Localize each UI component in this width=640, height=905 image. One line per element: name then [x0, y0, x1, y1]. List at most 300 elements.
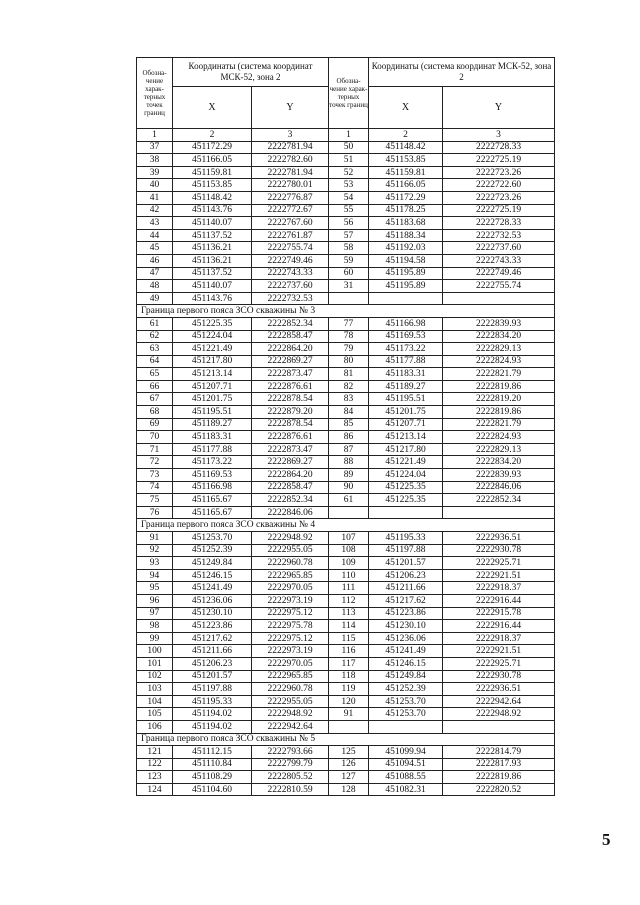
x-coord: 451221.49: [173, 343, 252, 356]
table-row: [137, 355, 555, 368]
x-coord: 451188.34: [369, 229, 443, 242]
y-coord: 2222728.33: [443, 141, 555, 154]
table-row: [137, 469, 555, 482]
x-coord: 451183.31: [369, 368, 443, 381]
col-num: 2: [369, 129, 443, 142]
coordinates-body: [137, 141, 555, 796]
y-coord: 2222864.20: [252, 469, 329, 482]
page-number: 5: [602, 830, 611, 849]
point-id: 113: [329, 607, 369, 620]
x-coord: 451177.88: [173, 443, 252, 456]
table-row: [137, 380, 555, 393]
x-coord: 451195.89: [369, 267, 443, 280]
coordinates-table: [136, 57, 555, 796]
y-coord: 2222925.71: [443, 657, 555, 670]
y-coord: 2222948.92: [252, 532, 329, 545]
point-id: 61: [137, 317, 173, 330]
point-id: 54: [329, 191, 369, 204]
point-id: 111: [329, 582, 369, 595]
y-coord: 2222839.93: [443, 469, 555, 482]
x-coord: [369, 506, 443, 519]
table-row: [137, 292, 555, 305]
x-coord: 451201.57: [173, 670, 252, 683]
table-row: [137, 443, 555, 456]
y-coord: 2222921.51: [443, 569, 555, 582]
x-coord: 451192.03: [369, 242, 443, 255]
y-coord: 2222936.51: [443, 532, 555, 545]
point-id: 122: [137, 758, 173, 771]
point-id: 85: [329, 418, 369, 431]
point-id: 77: [329, 317, 369, 330]
point-id: 57: [329, 229, 369, 242]
point-id: 125: [329, 746, 369, 759]
point-id: 52: [329, 166, 369, 179]
point-id: 61: [329, 494, 369, 507]
x-coord: 451169.53: [369, 330, 443, 343]
table-row: [137, 280, 555, 293]
table-row: [137, 695, 555, 708]
point-id: 91: [137, 532, 173, 545]
y-coord: 2222973.19: [252, 645, 329, 658]
x-coord: 451211.66: [173, 645, 252, 658]
x-coord: 451197.88: [173, 683, 252, 696]
y-coord: 2222955.05: [252, 695, 329, 708]
point-id: [329, 292, 369, 305]
x-coord: 451241.49: [173, 582, 252, 595]
table-row: [137, 569, 555, 582]
table-row: [137, 582, 555, 595]
y-coord: 2222799.79: [252, 758, 329, 771]
table-row: [137, 607, 555, 620]
y-coord: 2222782.60: [252, 154, 329, 167]
x-coord: 451217.80: [173, 355, 252, 368]
table-row: [137, 179, 555, 192]
point-id: 71: [137, 443, 173, 456]
section-header-row: [137, 305, 555, 318]
y-coord: 2222973.19: [252, 594, 329, 607]
table-row: [137, 746, 555, 759]
section-header-row: [137, 519, 555, 532]
point-id: [329, 720, 369, 733]
point-id: 78: [329, 330, 369, 343]
point-id: 91: [329, 708, 369, 721]
table-row: [137, 532, 555, 545]
y-coord: 2222737.60: [252, 280, 329, 293]
point-id: 38: [137, 154, 173, 167]
x-coord: 451217.80: [369, 443, 443, 456]
point-id: 69: [137, 418, 173, 431]
x-coord: 451166.05: [369, 179, 443, 192]
point-id: 99: [137, 632, 173, 645]
table-row: [137, 783, 555, 796]
point-id: 119: [329, 683, 369, 696]
table-row: [137, 368, 555, 381]
y-coord: 2222776.87: [252, 191, 329, 204]
x-coord: 451201.75: [173, 393, 252, 406]
y-coord: 2222878.54: [252, 393, 329, 406]
point-id: 68: [137, 406, 173, 419]
section-header-row: [137, 733, 555, 746]
table-row: [137, 229, 555, 242]
table-row: [137, 456, 555, 469]
y-coord: 2222834.20: [443, 456, 555, 469]
y-coord: 2222918.37: [443, 632, 555, 645]
x-coord: 451143.76: [173, 292, 252, 305]
point-id: 55: [329, 204, 369, 217]
y-coord: 2222737.60: [443, 242, 555, 255]
x-coord: 451213.14: [369, 431, 443, 444]
x-coord: 451201.57: [369, 557, 443, 570]
point-id: 46: [137, 254, 173, 267]
y-coord: 2222723.26: [443, 191, 555, 204]
col-num: 3: [443, 129, 555, 142]
point-id: 53: [329, 179, 369, 192]
point-id: 87: [329, 443, 369, 456]
section-title: Граница первого пояса ЗСО скважины № 5: [137, 733, 555, 746]
point-id: 84: [329, 406, 369, 419]
x-coord: 451221.49: [369, 456, 443, 469]
x-coord: 451225.35: [369, 494, 443, 507]
y-coord: 2222819.86: [443, 406, 555, 419]
y-coord: 2222821.79: [443, 418, 555, 431]
point-id: 128: [329, 783, 369, 796]
point-id: 104: [137, 695, 173, 708]
x-coord: 451172.29: [173, 141, 252, 154]
x-coord: 451246.15: [173, 569, 252, 582]
x-coord: 451183.31: [173, 431, 252, 444]
x-coord: 451253.70: [369, 695, 443, 708]
table-row: [137, 217, 555, 230]
point-id: 83: [329, 393, 369, 406]
x-coord: 451194.58: [369, 254, 443, 267]
point-id: 110: [329, 569, 369, 582]
y-coord: 2222793.66: [252, 746, 329, 759]
x-coord: 451195.89: [369, 280, 443, 293]
point-id: 73: [137, 469, 173, 482]
x-coord: 451224.04: [173, 330, 252, 343]
x-coord: 451197.88: [369, 544, 443, 557]
point-id: 121: [137, 746, 173, 759]
table-row: [137, 204, 555, 217]
y-coord: 2222728.33: [443, 217, 555, 230]
point-id: 63: [137, 343, 173, 356]
y-coord: 2222948.92: [443, 708, 555, 721]
point-id: 39: [137, 166, 173, 179]
point-id: 112: [329, 594, 369, 607]
y-coord: 2222965.85: [252, 670, 329, 683]
y-coord: 2222824.93: [443, 431, 555, 444]
table-row: [137, 506, 555, 519]
table-row: [137, 645, 555, 658]
point-id: 40: [137, 179, 173, 192]
x-coord: 451207.71: [173, 380, 252, 393]
table-row: [137, 557, 555, 570]
x-coord: 451189.27: [369, 380, 443, 393]
y-coord: 2222732.53: [443, 229, 555, 242]
point-id: [329, 506, 369, 519]
y-coord: 2222820.52: [443, 783, 555, 796]
y-coord: 2222732.53: [252, 292, 329, 305]
x-coord: 451143.76: [173, 204, 252, 217]
point-id: 66: [137, 380, 173, 393]
point-id: 115: [329, 632, 369, 645]
x-coord: 451169.53: [173, 469, 252, 482]
y-coord: 2222942.64: [443, 695, 555, 708]
point-id: 81: [329, 368, 369, 381]
y-coord: 2222780.01: [252, 179, 329, 192]
table-row: [137, 393, 555, 406]
point-id: 47: [137, 267, 173, 280]
point-label-header-2: Обозна-чение харак-терных точек границ: [329, 58, 369, 129]
x-coord: 451104.60: [173, 783, 252, 796]
point-id: 117: [329, 657, 369, 670]
coord-system-header: Координаты (система координат МСК-52, зона 2: [173, 58, 329, 87]
y-coord: 2222876.61: [252, 431, 329, 444]
x-coord: 451140.07: [173, 217, 252, 230]
point-id: 75: [137, 494, 173, 507]
y-coord: 2222852.34: [252, 494, 329, 507]
x-coord: 451136.21: [173, 254, 252, 267]
x-coord: 451225.35: [173, 317, 252, 330]
y-header-2: Y: [443, 87, 555, 129]
coord-system-header-2: Координаты (система координат МСК-52, зона 2: [369, 58, 555, 87]
y-coord: 2222725.19: [443, 204, 555, 217]
y-coord: 2222819.20: [443, 393, 555, 406]
y-coord: 2222846.06: [252, 506, 329, 519]
y-coord: 2222846.06: [443, 481, 555, 494]
point-id: 102: [137, 670, 173, 683]
x-coord: 451153.85: [173, 179, 252, 192]
table-row: [137, 720, 555, 733]
point-id: 105: [137, 708, 173, 721]
y-coord: 2222858.47: [252, 481, 329, 494]
point-id: 76: [137, 506, 173, 519]
point-id: 107: [329, 532, 369, 545]
y-coord: 2222915.78: [443, 607, 555, 620]
section-title: Граница первого пояса ЗСО скважины № 4: [137, 519, 555, 532]
point-id: 58: [329, 242, 369, 255]
table-row: [137, 771, 555, 784]
point-id: 127: [329, 771, 369, 784]
x-coord: 451230.10: [173, 607, 252, 620]
table-row: [137, 141, 555, 154]
point-id: 116: [329, 645, 369, 658]
x-coord: 451166.98: [173, 481, 252, 494]
y-coord: 2222864.20: [252, 343, 329, 356]
y-coord: 2222781.94: [252, 166, 329, 179]
point-id: 86: [329, 431, 369, 444]
point-id: 72: [137, 456, 173, 469]
y-coord: 2222817.93: [443, 758, 555, 771]
y-coord: 2222821.79: [443, 368, 555, 381]
point-id: 124: [137, 783, 173, 796]
point-id: 62: [137, 330, 173, 343]
column-numbers-row: [137, 129, 555, 142]
y-coord: 2222916.44: [443, 620, 555, 633]
y-coord: 2222873.47: [252, 368, 329, 381]
table-row: [137, 657, 555, 670]
y-coord: 2222767.60: [252, 217, 329, 230]
y-coord: 2222878.54: [252, 418, 329, 431]
x-coord: 451194.02: [173, 708, 252, 721]
point-id: 94: [137, 569, 173, 582]
x-coord: 451249.84: [173, 557, 252, 570]
x-coord: 451165.67: [173, 506, 252, 519]
table-row: [137, 431, 555, 444]
x-coord: 451172.29: [369, 191, 443, 204]
x-coord: 451153.85: [369, 154, 443, 167]
x-coord: [369, 292, 443, 305]
x-coord: 451223.86: [173, 620, 252, 633]
y-coord: 2222755.74: [443, 280, 555, 293]
point-id: 93: [137, 557, 173, 570]
x-coord: 451241.49: [369, 645, 443, 658]
table-row: [137, 154, 555, 167]
point-id: 41: [137, 191, 173, 204]
y-coord: 2222781.94: [252, 141, 329, 154]
x-coord: 451099.94: [369, 746, 443, 759]
point-id: 92: [137, 544, 173, 557]
point-id: 42: [137, 204, 173, 217]
y-coord: 2222743.33: [252, 267, 329, 280]
x-coord: 451088.55: [369, 771, 443, 784]
y-coord: [443, 720, 555, 733]
y-coord: 2222839.93: [443, 317, 555, 330]
y-coord: 2222858.47: [252, 330, 329, 343]
point-id: 89: [329, 469, 369, 482]
y-coord: 2222921.51: [443, 645, 555, 658]
point-id: 45: [137, 242, 173, 255]
x-header: X: [173, 87, 252, 129]
y-coord: 2222948.92: [252, 708, 329, 721]
table-row: [137, 670, 555, 683]
x-coord: 451137.52: [173, 229, 252, 242]
col-num: 1: [329, 129, 369, 142]
y-coord: 2222975.12: [252, 632, 329, 645]
y-coord: 2222936.51: [443, 683, 555, 696]
point-id: 65: [137, 368, 173, 381]
y-coord: 2222876.61: [252, 380, 329, 393]
x-coord: 451195.33: [173, 695, 252, 708]
y-coord: 2222819.86: [443, 771, 555, 784]
table-row: [137, 406, 555, 419]
x-coord: 451137.52: [173, 267, 252, 280]
y-coord: 2222722.60: [443, 179, 555, 192]
x-coord: 451195.33: [369, 532, 443, 545]
point-id: 98: [137, 620, 173, 633]
y-coord: 2222930.78: [443, 544, 555, 557]
table-row: [137, 242, 555, 255]
y-coord: 2222925.71: [443, 557, 555, 570]
point-id: 67: [137, 393, 173, 406]
y-coord: 2222975.78: [252, 620, 329, 633]
point-id: 126: [329, 758, 369, 771]
point-id: 82: [329, 380, 369, 393]
col-num: 3: [252, 129, 329, 142]
col-num: 1: [137, 129, 173, 142]
point-id: 108: [329, 544, 369, 557]
x-coord: 451094.51: [369, 758, 443, 771]
x-coord: 451207.71: [369, 418, 443, 431]
y-coord: 2222930.78: [443, 670, 555, 683]
x-coord: 451253.70: [369, 708, 443, 721]
y-coord: 2222879.20: [252, 406, 329, 419]
table-row: [137, 330, 555, 343]
y-coord: 2222960.78: [252, 557, 329, 570]
point-id: 118: [329, 670, 369, 683]
table-row: [137, 254, 555, 267]
col-num: 2: [173, 129, 252, 142]
x-coord: 451213.14: [173, 368, 252, 381]
x-coord: 451110.84: [173, 758, 252, 771]
x-coord: 451159.81: [173, 166, 252, 179]
x-coord: 451206.23: [369, 569, 443, 582]
x-coord: 451249.84: [369, 670, 443, 683]
point-id: 44: [137, 229, 173, 242]
point-id: 95: [137, 582, 173, 595]
point-id: 51: [329, 154, 369, 167]
x-coord: 451173.22: [173, 456, 252, 469]
x-coord: 451108.29: [173, 771, 252, 784]
table-row: [137, 267, 555, 280]
y-coord: 2222869.27: [252, 355, 329, 368]
y-coord: 2222970.05: [252, 582, 329, 595]
y-coord: 2222814.79: [443, 746, 555, 759]
x-coord: 451217.62: [173, 632, 252, 645]
x-coord: 451166.05: [173, 154, 252, 167]
point-id: 79: [329, 343, 369, 356]
point-id: 106: [137, 720, 173, 733]
y-coord: 2222965.85: [252, 569, 329, 582]
table-row: [137, 620, 555, 633]
y-coord: 2222805.52: [252, 771, 329, 784]
table-row: [137, 758, 555, 771]
point-id: 60: [329, 267, 369, 280]
x-coord: 451252.39: [369, 683, 443, 696]
x-coord: 451165.67: [173, 494, 252, 507]
y-coord: 2222852.34: [252, 317, 329, 330]
x-coord: 451082.31: [369, 783, 443, 796]
table-row: [137, 544, 555, 557]
x-coord: 451217.62: [369, 594, 443, 607]
point-id: 96: [137, 594, 173, 607]
x-coord: 451224.04: [369, 469, 443, 482]
point-id: 48: [137, 280, 173, 293]
x-coord: 451230.10: [369, 620, 443, 633]
point-id: 64: [137, 355, 173, 368]
point-id: 80: [329, 355, 369, 368]
y-coord: 2222772.67: [252, 204, 329, 217]
point-id: 50: [329, 141, 369, 154]
table-row: [137, 594, 555, 607]
y-coord: 2222873.47: [252, 443, 329, 456]
table-row: [137, 683, 555, 696]
point-id: 100: [137, 645, 173, 658]
x-coord: 451166.98: [369, 317, 443, 330]
y-coord: 2222834.20: [443, 330, 555, 343]
x-coord: 451206.23: [173, 657, 252, 670]
y-coord: 2222970.05: [252, 657, 329, 670]
x-coord: 451252.39: [173, 544, 252, 557]
x-coord: 451225.35: [369, 481, 443, 494]
table-row: [137, 632, 555, 645]
y-coord: 2222723.26: [443, 166, 555, 179]
x-coord: 451112.15: [173, 746, 252, 759]
x-coord: 451178.25: [369, 204, 443, 217]
point-id: 97: [137, 607, 173, 620]
point-id: 56: [329, 217, 369, 230]
point-id: 101: [137, 657, 173, 670]
